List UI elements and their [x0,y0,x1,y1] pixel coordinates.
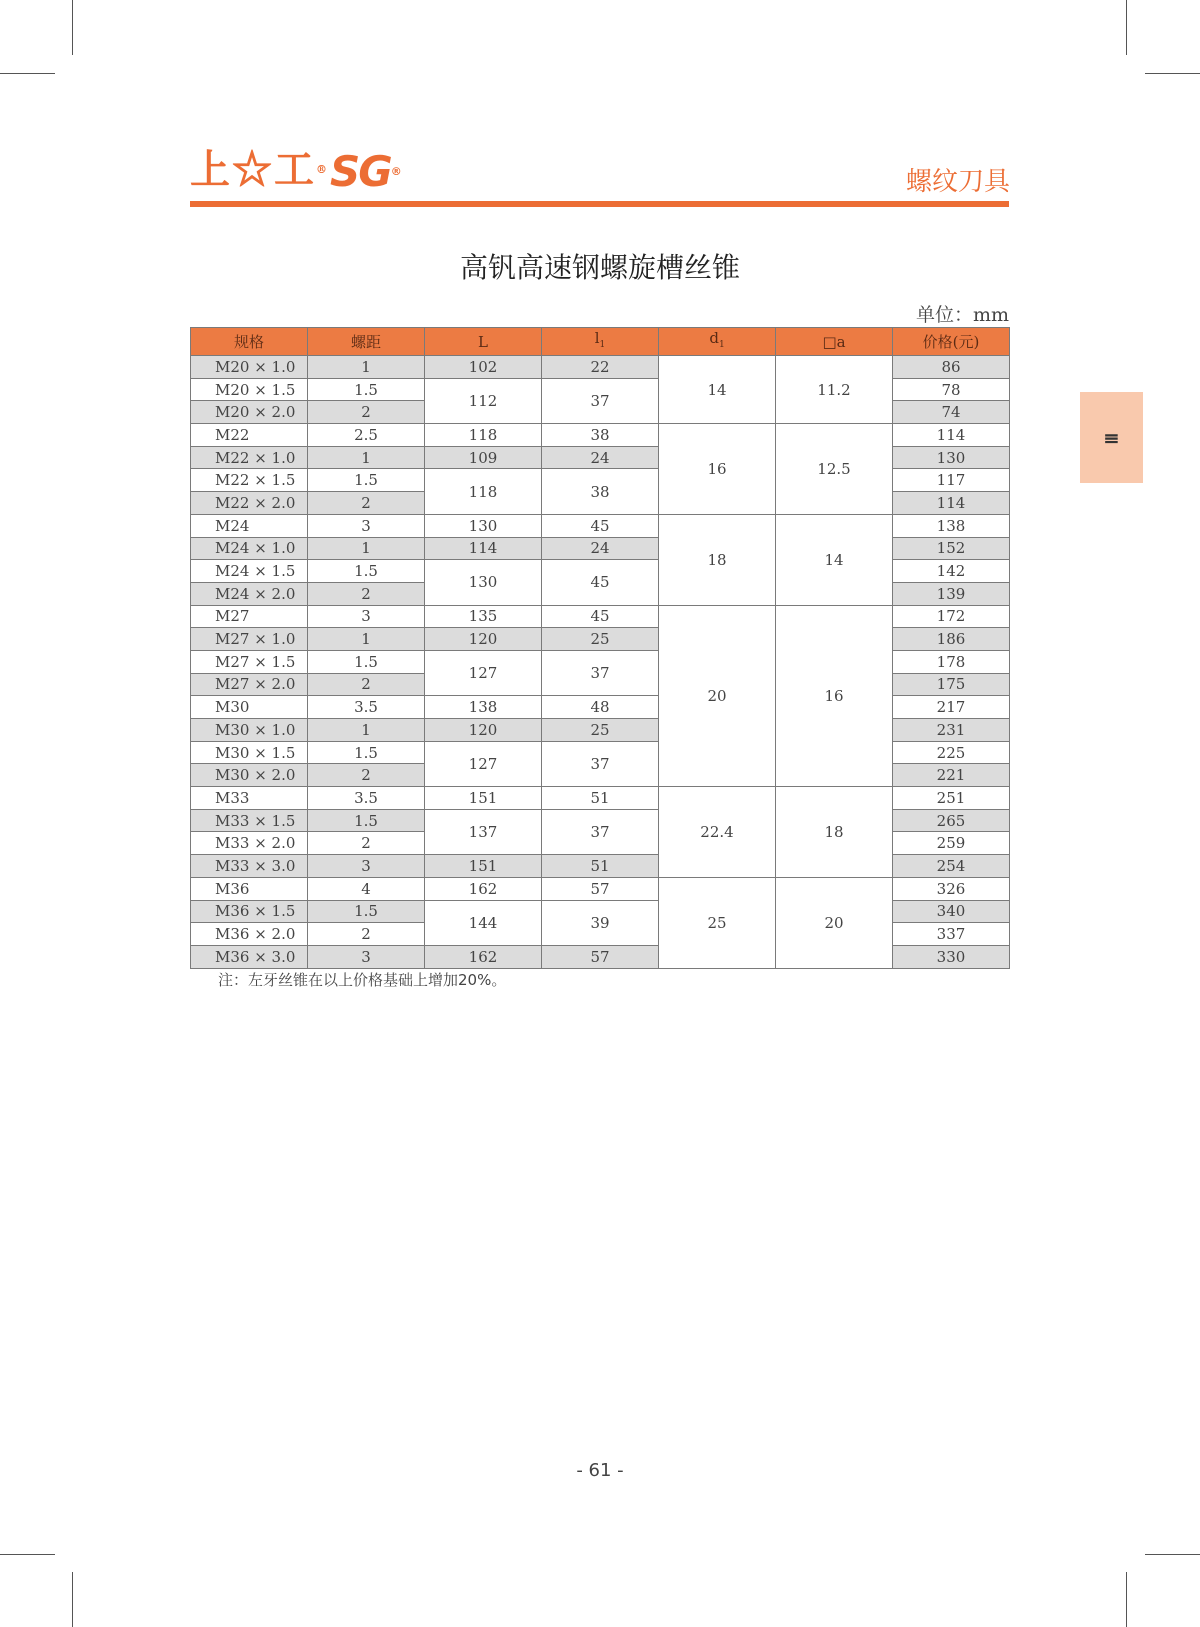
cell-price: 117 [893,469,1010,492]
cell-pitch: 1.5 [308,900,425,923]
cell-spec: M24 × 1.0 [191,537,308,560]
cell-d1: 16 [659,424,776,515]
cell-spec: M30 × 2.0 [191,764,308,787]
crop-mark [1126,1572,1127,1627]
cell-pitch: 1 [308,719,425,742]
cell-pitch: 3.5 [308,787,425,810]
cell-L: 137 [425,809,542,854]
cell-price: 337 [893,923,1010,946]
subscript: 1 [718,340,725,350]
spec-table [190,327,1010,969]
cell-l1: 39 [542,900,659,945]
cell-l1: 25 [542,628,659,651]
cell-L: 144 [425,900,542,945]
cell-spec: M27 × 1.0 [191,628,308,651]
cell-pitch: 1.5 [308,560,425,583]
cell-price: 130 [893,446,1010,469]
cell-spec: M24 × 1.5 [191,560,308,583]
cell-spec: M22 [191,424,308,447]
cell-l1: 38 [542,424,659,447]
col-header-d1-text: d [709,329,719,347]
cell-l1: 45 [542,514,659,537]
cell-l1: 45 [542,605,659,628]
cell-spec: M22 × 2.0 [191,492,308,515]
cell-d1: 14 [659,356,776,424]
crop-mark [0,1554,55,1555]
crop-mark [72,0,73,55]
cell-pitch: 2 [308,764,425,787]
cell-spec: M27 [191,605,308,628]
cell-price: 251 [893,787,1010,810]
cell-spec: M30 × 1.5 [191,741,308,764]
cell-spec: M27 × 2.0 [191,673,308,696]
page-number: - 61 - [576,1460,624,1481]
col-header-spec: 规格 [191,328,308,356]
cell-pitch: 2 [308,923,425,946]
cell-l1: 37 [542,378,659,423]
cell-spec: M30 × 1.0 [191,719,308,742]
cell-l1: 37 [542,741,659,786]
cell-L: 118 [425,424,542,447]
table-note: 注：左牙丝锥在以上价格基础上增加20%。 [218,971,507,989]
cell-price: 217 [893,696,1010,719]
cell-price: 221 [893,764,1010,787]
cell-spec: M20 × 2.0 [191,401,308,424]
cell-price: 326 [893,877,1010,900]
cell-pitch: 3 [308,945,425,968]
cell-spec: M24 × 2.0 [191,582,308,605]
cell-l1: 48 [542,696,659,719]
cell-L: 114 [425,537,542,560]
table-row [191,356,1010,379]
cell-pitch: 1.5 [308,378,425,401]
cell-pitch: 1.5 [308,650,425,673]
cell-pitch: 2 [308,832,425,855]
registered-mark: ® [316,163,329,176]
cell-pitch: 3 [308,514,425,537]
cell-price: 340 [893,900,1010,923]
table-row [191,787,1010,810]
section-tab[interactable] [1080,392,1143,483]
cell-spec: M24 [191,514,308,537]
col-header-L: L [425,328,542,356]
cell-spec: M20 × 1.5 [191,378,308,401]
crop-mark [0,73,55,74]
cell-pitch: 3 [308,855,425,878]
cell-l1: 24 [542,446,659,469]
cell-pitch: 2 [308,673,425,696]
unit-label: 单位：mm [915,304,1009,326]
cell-price: 231 [893,719,1010,742]
cell-price: 74 [893,401,1010,424]
cell-pitch: 2.5 [308,424,425,447]
cell-price: 259 [893,832,1010,855]
cell-spec: M33 [191,787,308,810]
cell-price: 114 [893,492,1010,515]
cell-a: 12.5 [776,424,893,515]
brand-logo-cn-text: 上☆工 [190,146,316,193]
cell-pitch: 1 [308,446,425,469]
cell-pitch: 1 [308,356,425,379]
table-row [191,605,1010,628]
cell-price: 175 [893,673,1010,696]
subscript: 1 [599,340,606,350]
cell-L: 130 [425,514,542,537]
header-divider [190,201,1009,207]
registered-mark: ® [390,165,400,178]
cell-l1: 25 [542,719,659,742]
col-header-l1-text: l [594,329,600,347]
table-row [191,877,1010,900]
col-header-pitch: 螺距 [308,328,425,356]
cell-d1: 18 [659,514,776,605]
crop-mark [72,1572,73,1627]
cell-pitch: 1.5 [308,809,425,832]
cell-pitch: 3.5 [308,696,425,719]
col-header-a: □a [776,328,893,356]
cell-pitch: 1 [308,537,425,560]
cell-L: 127 [425,650,542,695]
cell-L: 135 [425,605,542,628]
section-title: 螺纹刀具 [905,167,1010,197]
cell-price: 139 [893,582,1010,605]
cell-spec: M20 × 1.0 [191,356,308,379]
cell-l1: 51 [542,855,659,878]
cell-price: 142 [893,560,1010,583]
cell-spec: M36 × 3.0 [191,945,308,968]
cell-L: 151 [425,787,542,810]
cell-l1: 37 [542,650,659,695]
cell-l1: 57 [542,945,659,968]
cell-price: 78 [893,378,1010,401]
cell-pitch: 2 [308,401,425,424]
cell-L: 127 [425,741,542,786]
table-row [191,514,1010,537]
cell-a: 14 [776,514,893,605]
cell-d1: 25 [659,877,776,968]
col-header-price: 价格(元) [893,328,1010,356]
cell-a: 16 [776,605,893,787]
cell-L: 102 [425,356,542,379]
crop-mark [1126,0,1127,55]
cell-L: 120 [425,719,542,742]
cell-spec: M30 [191,696,308,719]
cell-l1: 38 [542,469,659,514]
cell-price: 114 [893,424,1010,447]
cell-L: 151 [425,855,542,878]
cell-l1: 22 [542,356,659,379]
cell-price: 178 [893,650,1010,673]
cell-price: 265 [893,809,1010,832]
cell-price: 330 [893,945,1010,968]
cell-a: 11.2 [776,356,893,424]
cell-L: 162 [425,945,542,968]
cell-price: 138 [893,514,1010,537]
table-row [191,424,1010,447]
cell-l1: 37 [542,809,659,854]
cell-L: 162 [425,877,542,900]
cell-d1: 20 [659,605,776,787]
cell-price: 86 [893,356,1010,379]
cell-pitch: 2 [308,492,425,515]
cell-pitch: 1.5 [308,741,425,764]
cell-price: 254 [893,855,1010,878]
cell-spec: M22 × 1.5 [191,469,308,492]
cell-pitch: 3 [308,605,425,628]
cell-L: 138 [425,696,542,719]
cell-d1: 22.4 [659,787,776,878]
cell-pitch: 1 [308,628,425,651]
cell-a: 18 [776,787,893,878]
cell-spec: M27 × 1.5 [191,650,308,673]
cell-l1: 24 [542,537,659,560]
cell-price: 172 [893,605,1010,628]
section-tab-label: ≡ [1103,425,1120,450]
cell-L: 118 [425,469,542,514]
cell-l1: 57 [542,877,659,900]
cell-l1: 51 [542,787,659,810]
cell-L: 120 [425,628,542,651]
crop-mark [1145,1554,1200,1555]
cell-L: 112 [425,378,542,423]
cell-price: 152 [893,537,1010,560]
cell-spec: M36 [191,877,308,900]
cell-price: 225 [893,741,1010,764]
cell-pitch: 1.5 [308,469,425,492]
crop-mark [1145,73,1200,74]
cell-pitch: 2 [308,582,425,605]
col-header-l1 [542,328,659,356]
cell-spec: M33 × 2.0 [191,832,308,855]
col-header-d1 [659,328,776,356]
cell-spec: M36 × 2.0 [191,923,308,946]
cell-price: 186 [893,628,1010,651]
cell-spec: M33 × 1.5 [191,809,308,832]
cell-spec: M33 × 3.0 [191,855,308,878]
cell-spec: M22 × 1.0 [191,446,308,469]
page-title: 高钒高速钢螺旋槽丝锥 [459,251,740,284]
cell-l1: 45 [542,560,659,605]
cell-L: 130 [425,560,542,605]
cell-a: 20 [776,877,893,968]
brand-logo-sg [330,147,400,196]
cell-L: 109 [425,446,542,469]
cell-pitch: 4 [308,877,425,900]
brand-logo-sg-text: SG [330,147,391,196]
cell-spec: M36 × 1.5 [191,900,308,923]
table-header-row [191,328,1010,356]
brand-logo-cn [190,146,329,194]
